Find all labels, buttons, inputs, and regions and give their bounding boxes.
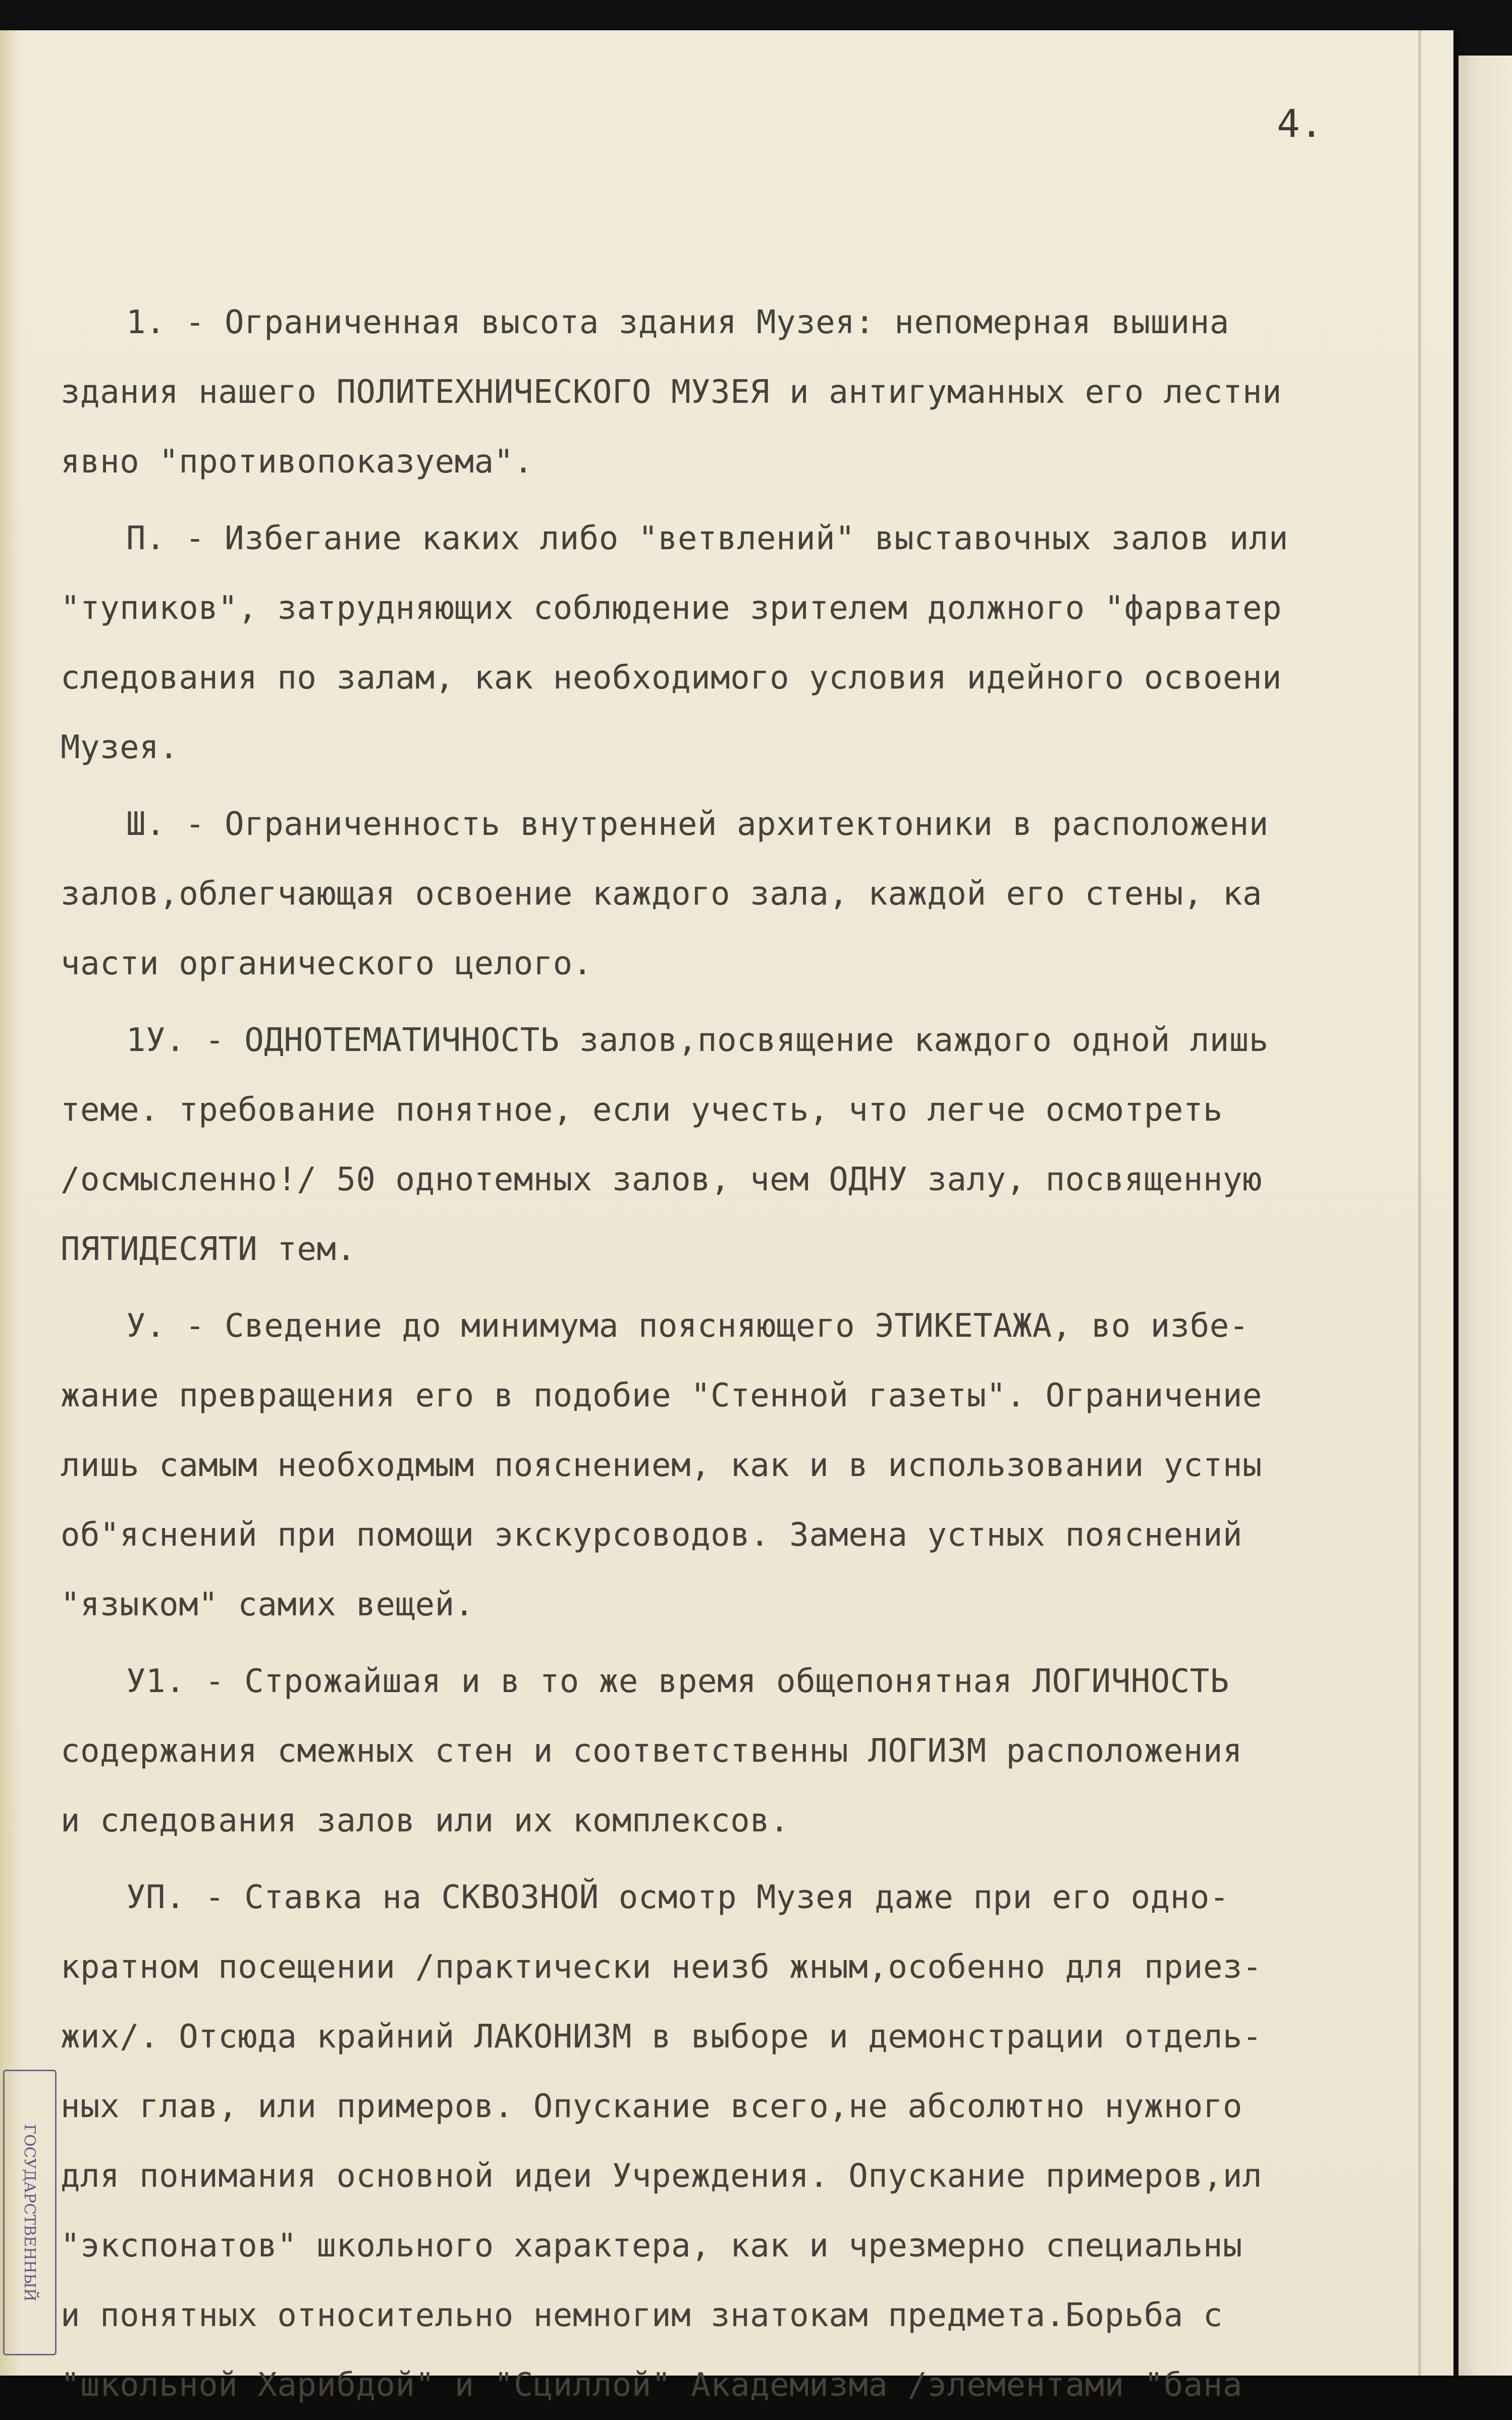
text-line: Ш. - Ограниченность внутренней архитектоники в расположени <box>126 806 1269 843</box>
page-number: 4. <box>1277 101 1323 146</box>
text-line: жих/. Отсюда крайний ЛАКОНИЗМ в выборе и демонстрации отдель- <box>61 2018 1262 2056</box>
text-line: для понимания основной идеи Учреждения. Опускание примеров,ил <box>61 2158 1262 2195</box>
text-line: залов,облегчающая освоение каждого зала, каждой его стены, ка <box>61 875 1262 913</box>
text-line: следования по залам, как необходимого условия идейного освоени <box>61 659 1282 697</box>
text-line: и понятных относительно немногим знатокам предмета.Борьба с <box>61 2297 1223 2334</box>
text-line: УП. - Ставка на СКВОЗНОЙ осмотр Музея даже при его одно- <box>126 1879 1229 1916</box>
text-line: "тупиков", затрудняющих соблюдение зрителем должного "фарватер <box>61 590 1282 627</box>
text-line: и следования залов или их комплексов. <box>61 1802 790 1839</box>
text-line: лишь самым необходмым пояснением, как и в использовании устны <box>61 1447 1262 1484</box>
text-line: части органического целого. <box>61 945 592 982</box>
text-line: об"яснений при помощи экскурсоводов. Замена устных пояснений <box>61 1516 1243 1554</box>
text-line: ных глав, или примеров. Опускание всего,не абсолютно нужного <box>61 2088 1243 2125</box>
text-line: кратном посещении /практически неизб жным,особенно для приез- <box>61 1949 1262 1986</box>
typewritten-body <box>61 288 1443 2404</box>
adjacent-page-edge <box>1459 56 1512 2376</box>
text-line: У1. - Строжайшая и в то же время общепонятная ЛОГИЧНОСТЬ <box>126 1663 1229 1700</box>
text-line: 1. - Ограниченная высота здания Музея: непомерная вышина <box>126 304 1229 341</box>
text-line: 1У. - ОДНОТЕМАТИЧНОСТЬ залов,посвящение каждого одной лишь <box>126 1022 1269 1059</box>
text-line: П. - Избегание каких либо "ветвлений" выставочных залов или <box>126 520 1288 557</box>
text-line: /осмысленно!/ 50 однотемных залов, чем ОДНУ залу, посвященную <box>61 1161 1262 1198</box>
text-line: явно "противопоказуема". <box>61 443 533 481</box>
text-line: "экспонатов" школьного характера, как и чрезмерно специальны <box>61 2227 1243 2265</box>
text-line: теме. требование понятное, если учесть, что легче осмотреть <box>61 1091 1223 1129</box>
archive-stamp <box>3 2070 57 2355</box>
text-line: жание превращения его в подобие "Стенной газеты". Ограничение <box>61 1377 1262 1414</box>
text-line: "языком" самих вещей. <box>61 1586 474 1623</box>
text-line: "школьной Харибдой" и "Сциллой" Академизма /элементами "бана <box>61 2366 1243 2404</box>
text-line: здания нашего ПОЛИТЕХНИЧЕСКОГО МУЗЕЯ и антигуманных его лестни <box>61 374 1282 411</box>
text-line: У. - Сведение до минимума поясняющего ЭТИКЕТАЖА, во избе- <box>126 1307 1249 1345</box>
archive-stamp-text: ГОСУДАРСТВЕННЫЙ <box>21 2124 39 2301</box>
text-line: Музея. <box>61 729 179 766</box>
text-line: содержания смежных стен и соответственны ЛОГИЗМ расположения <box>61 1732 1243 1770</box>
text-line: ПЯТИДЕСЯТИ тем. <box>61 1231 356 1268</box>
